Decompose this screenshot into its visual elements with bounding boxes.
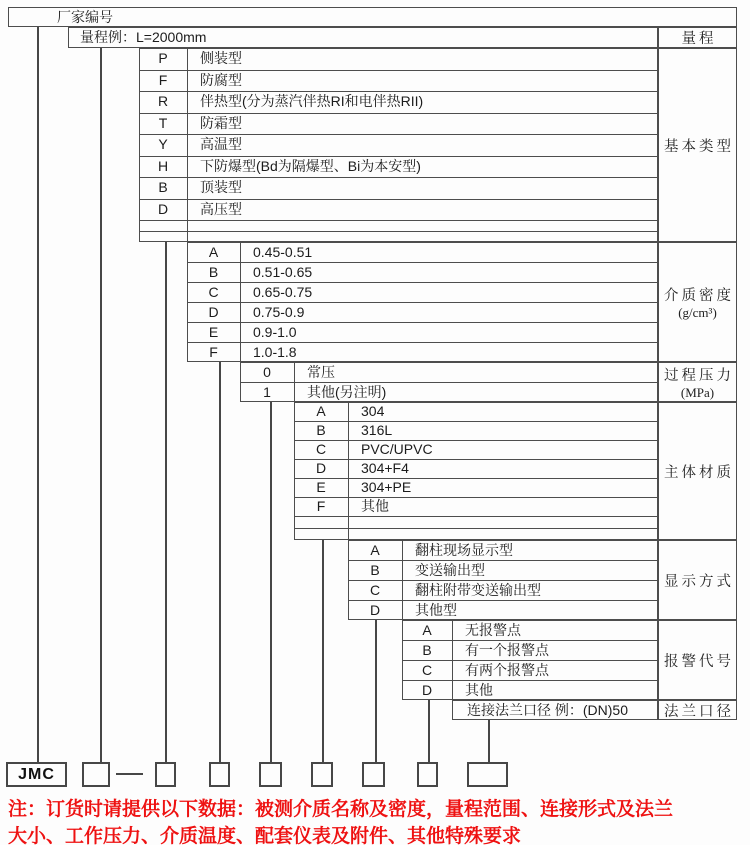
option-desc-alarm-code-D: 其他: [465, 682, 493, 698]
code-box-basic-type: [155, 762, 176, 787]
section-label-text: 法兰口径: [664, 703, 734, 720]
flange-size-desc: 连接法兰口径 例：(DN)50: [467, 702, 629, 718]
code-box-alarm-code: [417, 762, 438, 787]
option-code-display-mode-C: C: [369, 582, 381, 598]
option-desc-display-mode-C: 翻柱附带变送输出型: [415, 582, 541, 598]
option-code-alarm-code-D: D: [421, 682, 433, 698]
connector-line-process-pressure: [270, 402, 272, 762]
option-desc-display-mode-B: 变送输出型: [415, 562, 485, 578]
section-label-range: [658, 27, 737, 48]
model-prefix-box: [6, 762, 67, 787]
row-divider: [294, 528, 658, 529]
option-code-basic-type-H: H: [157, 157, 169, 174]
connector-line-body-material: [322, 540, 324, 762]
option-desc-alarm-code-A: 无报警点: [465, 622, 521, 638]
option-desc-medium-density-B: 0.51-0.65: [253, 264, 313, 280]
option-code-display-mode-B: B: [370, 562, 380, 578]
section-label-text: 报警代号: [664, 653, 734, 670]
section-label-text: 量程: [681, 31, 717, 47]
section-label-text: 介质密度: [664, 287, 734, 304]
connector-line-manufacturer: [37, 27, 39, 762]
option-code-basic-type-T: T: [158, 114, 168, 131]
option-code-medium-density-A: A: [208, 244, 219, 260]
option-code-body-material-D: D: [315, 460, 327, 476]
section-label-alarm-code: [658, 620, 737, 700]
option-code-medium-density-C: C: [208, 284, 219, 300]
section-label-text: 基本类型: [664, 138, 734, 155]
option-desc-process-pressure-1: 其他(另注明): [307, 384, 387, 400]
code-box-flange-size: [467, 762, 508, 787]
option-code-medium-density-B: B: [208, 264, 219, 280]
option-code-basic-type-D: D: [157, 200, 169, 217]
row-divider: [294, 516, 658, 517]
row-divider: [139, 220, 658, 221]
code-box-range: [82, 762, 110, 787]
option-code-medium-density-D: D: [208, 304, 219, 320]
option-code-display-mode-A: A: [370, 542, 380, 558]
option-code-alarm-code-A: A: [422, 622, 432, 638]
option-desc-body-material-E: 304+PE: [361, 479, 412, 495]
option-desc-basic-type-Y: 高温型: [200, 136, 242, 152]
option-desc-medium-density-C: 0.65-0.75: [253, 284, 313, 300]
option-desc-basic-type-R: 伴热型(分为蒸汽伴热RI和电伴热RII): [200, 93, 424, 109]
order-note: [8, 796, 750, 845]
section-label-flange-size: [658, 700, 737, 720]
option-code-basic-type-F: F: [158, 71, 168, 88]
code-box-medium-density: [209, 762, 230, 787]
code-box-process-pressure: [259, 762, 282, 787]
option-desc-basic-type-H: 下防爆型(Bd为隔爆型、Bi为本安型): [200, 157, 421, 174]
connector-line-basic-type: [165, 242, 167, 762]
option-code-basic-type-P: P: [158, 50, 168, 66]
connector-line-display-mode: [375, 620, 377, 762]
option-code-body-material-A: A: [316, 403, 326, 419]
section-label-unit: (MPa): [680, 384, 715, 400]
code-box-display-mode: [362, 762, 385, 787]
section-label-body-material: [658, 402, 737, 540]
option-code-basic-type-Y: Y: [158, 136, 168, 152]
option-code-body-material-F: F: [316, 498, 326, 514]
option-code-basic-type-B: B: [158, 179, 168, 195]
connector-line-alarm-code: [428, 700, 430, 762]
option-code-body-material-E: E: [316, 479, 326, 495]
option-code-basic-type-R: R: [157, 93, 169, 109]
option-desc-display-mode-D: 其他型: [415, 602, 457, 618]
connector-line-range: [100, 48, 102, 762]
section-label-unit: (g/cm³): [678, 304, 717, 320]
section-label-process-pressure: [658, 362, 737, 402]
option-desc-body-material-D: 304+F4: [361, 460, 409, 476]
option-code-alarm-code-C: C: [421, 662, 433, 678]
option-code-process-pressure-1: 1: [263, 384, 271, 400]
section-label-text: 显示方式: [664, 573, 734, 590]
option-desc-medium-density-D: 0.75-0.9: [253, 304, 305, 320]
option-code-body-material-C: C: [315, 441, 327, 457]
section-label-basic-type: [658, 48, 737, 242]
option-desc-alarm-code-C: 有两个报警点: [465, 662, 549, 678]
section-label-text: 主体材质: [664, 464, 734, 481]
connector-line-flange-size: [488, 720, 490, 762]
option-desc-body-material-C: PVC/UPVC: [361, 441, 433, 457]
section-label-display-mode: [658, 540, 737, 620]
option-desc-basic-type-D: 高压型: [200, 200, 242, 217]
option-desc-basic-type-F: 防腐型: [200, 71, 242, 88]
option-code-display-mode-D: D: [369, 602, 381, 618]
option-desc-alarm-code-B: 有一个报警点: [465, 642, 549, 658]
option-desc-basic-type-P: 侧装型: [200, 50, 242, 66]
connector-line-medium-density: [219, 362, 221, 762]
separator-dash: [116, 773, 143, 775]
code-box-body-material: [311, 762, 333, 787]
section-label-text: 过程压力: [664, 367, 734, 384]
option-desc-body-material-B: 316L: [361, 422, 393, 438]
option-desc-basic-type-B: 顶装型: [200, 179, 242, 195]
range-example-text: 量程例：L=2000mm: [80, 29, 207, 45]
section-label-medium-density: [658, 242, 737, 362]
option-desc-body-material-F: 其他: [361, 498, 389, 514]
option-code-body-material-B: B: [316, 422, 326, 438]
option-code-medium-density-E: E: [208, 324, 219, 340]
order-note-line2: 大小、工作压力、介质温度、配套仪表及附件、其他特殊要求: [8, 826, 522, 845]
option-desc-medium-density-F: 1.0-1.8: [253, 344, 297, 360]
order-note-line1: 注：订货时请提供以下数据：被测介质名称及密度，量程范围、连接形式及法兰: [8, 799, 674, 820]
option-code-alarm-code-B: B: [422, 642, 432, 658]
option-desc-display-mode-A: 翻柱现场显示型: [415, 542, 513, 558]
option-desc-body-material-A: 304: [361, 403, 385, 419]
manufacturer-number-label: 厂家编号: [57, 9, 113, 25]
option-desc-medium-density-A: 0.45-0.51: [253, 244, 313, 260]
option-code-medium-density-F: F: [209, 344, 218, 360]
option-desc-medium-density-E: 0.9-1.0: [253, 324, 297, 340]
option-desc-basic-type-T: 防霜型: [200, 114, 242, 131]
model-prefix-text: JMC: [18, 765, 55, 783]
option-desc-process-pressure-0: 常压: [307, 364, 335, 380]
row-divider: [139, 231, 658, 232]
option-code-process-pressure-0: 0: [263, 364, 271, 380]
